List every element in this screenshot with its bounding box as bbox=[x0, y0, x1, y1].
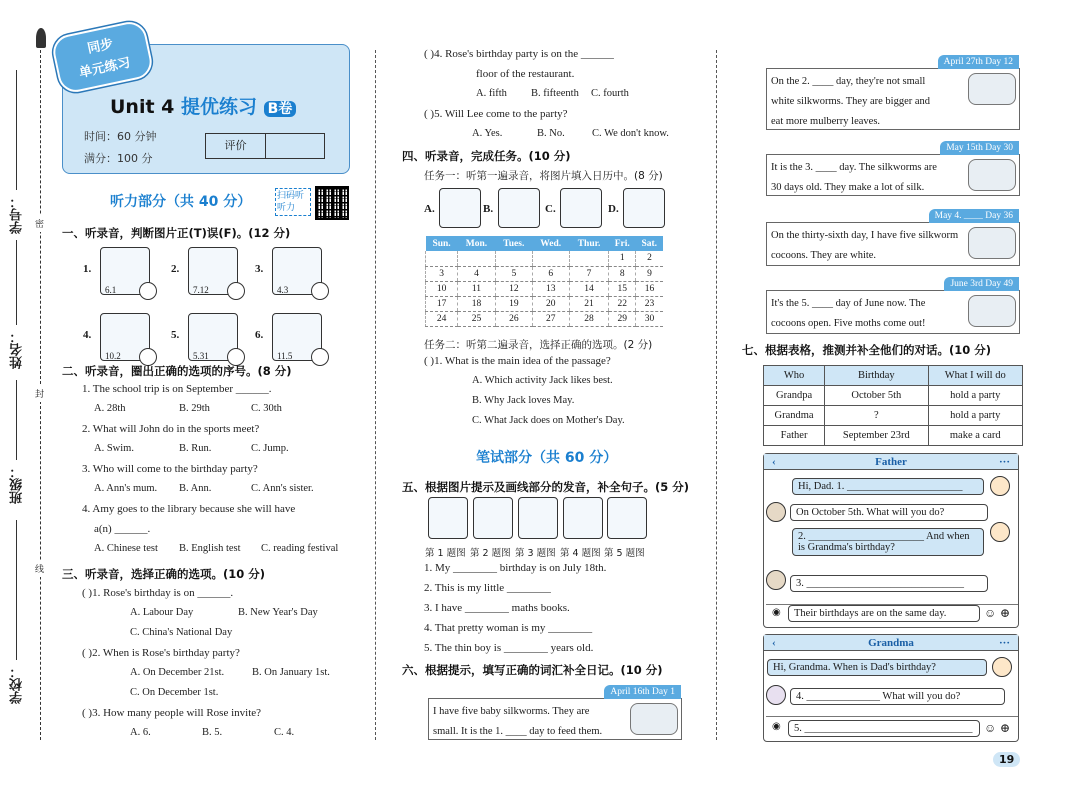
question: 3. I have ________ maths books. bbox=[424, 602, 570, 614]
column-divider-2 bbox=[716, 50, 717, 740]
table-cell: September 23rd bbox=[825, 426, 928, 446]
calendar-cell[interactable]: 24 bbox=[426, 311, 458, 326]
question: ( )5. Will Lee come to the party? bbox=[424, 108, 568, 120]
picture-number: 1. bbox=[83, 263, 92, 275]
calendar-cell[interactable]: 16 bbox=[635, 281, 663, 296]
picture-card bbox=[188, 313, 238, 361]
option[interactable]: A. Yes. bbox=[472, 128, 503, 139]
table-row bbox=[764, 406, 1023, 426]
table-cell: hold a party bbox=[928, 386, 1023, 406]
avatar-grandma-icon bbox=[766, 685, 786, 705]
option[interactable]: A. Which activity Jack likes best. bbox=[472, 375, 613, 386]
picture-letter: C. bbox=[545, 203, 556, 215]
calendar-cell[interactable]: 8 bbox=[609, 266, 636, 281]
section-4-title: 四、听录音，完成任务。(10 分) bbox=[402, 149, 571, 163]
option[interactable]: C. 30th bbox=[251, 403, 282, 414]
calendar-week bbox=[426, 281, 664, 296]
table-cell: What I will do bbox=[928, 366, 1023, 386]
voice-icon[interactable]: ◉ bbox=[772, 721, 781, 732]
page-number: 19 bbox=[993, 752, 1020, 767]
diary-entry bbox=[766, 57, 1020, 130]
options bbox=[82, 443, 367, 463]
calendar-cell[interactable]: 9 bbox=[635, 266, 663, 281]
option[interactable]: C. Ann's sister. bbox=[251, 483, 314, 494]
plus-icon[interactable]: ⊕ bbox=[1000, 721, 1011, 735]
option[interactable]: B. New Year's Day bbox=[238, 607, 318, 618]
calendar-cell[interactable]: 30 bbox=[635, 311, 663, 326]
avatar-dad-icon bbox=[766, 502, 786, 522]
score-info: 满分：100 分 bbox=[84, 152, 153, 165]
options bbox=[82, 667, 367, 687]
class-line[interactable] bbox=[16, 380, 17, 460]
picture-date: 5.31 bbox=[193, 351, 209, 361]
calendar-cell[interactable]: 3 bbox=[426, 266, 458, 281]
answer-circle[interactable] bbox=[311, 282, 329, 300]
question: 5. The thin boy is ________ years old. bbox=[424, 642, 594, 654]
plus-icon[interactable]: ⊕ bbox=[1000, 606, 1011, 620]
avatar-child-icon bbox=[992, 657, 1012, 677]
sound-picture bbox=[473, 497, 513, 539]
section-1-title: 一、听录音，判断图片正(T)误(F)。(12 分) bbox=[62, 226, 291, 240]
emoji-icon[interactable]: ☺ bbox=[984, 721, 997, 735]
option[interactable]: B. 29th bbox=[179, 403, 210, 414]
section-2-title: 二、听录音，圈出正确的选项的序号。(8 分) bbox=[62, 364, 292, 378]
chat-header bbox=[764, 454, 1018, 470]
option[interactable]: C. China's National Day bbox=[130, 627, 233, 638]
option[interactable]: A. fifth bbox=[476, 88, 507, 99]
options bbox=[82, 403, 367, 423]
binding-strip bbox=[0, 0, 60, 791]
question: ( )2. When is Rose's birthday party? bbox=[82, 647, 240, 659]
activity-picture bbox=[498, 188, 540, 228]
calendar-cell[interactable] bbox=[458, 251, 496, 266]
chat-bubble[interactable]: Hi, Dad. 1. ______________________ bbox=[792, 478, 984, 495]
chat-input-bar bbox=[766, 716, 1018, 717]
middle-top-questions bbox=[424, 48, 704, 148]
picture-number: 3. bbox=[255, 263, 264, 275]
picture-caption: 第 5 题图 bbox=[604, 548, 645, 559]
cut-mark-1: 密 bbox=[35, 215, 44, 232]
silkworm-icon bbox=[630, 703, 678, 735]
voice-icon[interactable]: ◉ bbox=[772, 607, 781, 618]
task-2-question bbox=[424, 355, 704, 435]
calendar-cell[interactable]: 13 bbox=[532, 281, 569, 296]
table-row bbox=[764, 426, 1023, 446]
table-cell: October 5th bbox=[825, 386, 928, 406]
chat-header bbox=[764, 635, 1018, 651]
table-row bbox=[764, 386, 1023, 406]
option[interactable]: A. Labour Day bbox=[130, 607, 194, 618]
calendar-cell[interactable]: 17 bbox=[426, 296, 458, 311]
picture-number: 2. bbox=[171, 263, 180, 275]
picture-number: 6. bbox=[255, 329, 264, 341]
name-line[interactable] bbox=[16, 240, 17, 325]
question: 1. The school trip is on September ______. bbox=[82, 383, 272, 395]
calendar-cell[interactable] bbox=[569, 251, 609, 266]
picture-caption: 第 1 题图 bbox=[425, 548, 466, 559]
silkworm-icon bbox=[968, 295, 1016, 327]
answer-circle[interactable] bbox=[139, 282, 157, 300]
option[interactable]: B. 5. bbox=[202, 727, 223, 738]
question: 4. That pretty woman is my ________ bbox=[424, 622, 593, 634]
calendar-cell[interactable]: 26 bbox=[495, 311, 532, 326]
calendar-cell[interactable]: 23 bbox=[635, 296, 663, 311]
more-icon[interactable]: ··· bbox=[998, 456, 1010, 468]
question: ( )3. How many people will Rose invite? bbox=[82, 707, 262, 719]
calendar-cell[interactable]: 21 bbox=[569, 296, 609, 311]
option[interactable]: C. reading festival bbox=[261, 543, 339, 554]
picture-date: 6.1 bbox=[105, 285, 117, 295]
cut-mark-2: 封 bbox=[35, 385, 44, 402]
diary-date-tab: April 27th Day 12 bbox=[938, 55, 1019, 69]
diary-date-tab: May 15th Day 30 bbox=[940, 141, 1019, 155]
calendar-day-header: Sun. bbox=[426, 236, 458, 251]
back-icon[interactable]: ‹ bbox=[772, 456, 776, 468]
picture-caption: 第 4 题图 bbox=[560, 548, 601, 559]
chat-title: Father bbox=[875, 456, 907, 468]
calendar-day-header: Sat. bbox=[635, 236, 663, 251]
diary-text: On the thirty-sixth day, I have five silkworm cocoons. They are white. bbox=[771, 230, 959, 261]
chat-bubble[interactable]: Hi, Grandma. When is Dad's birthday? bbox=[767, 659, 987, 676]
calendar-week bbox=[426, 311, 664, 326]
picture-card bbox=[272, 247, 322, 295]
student-no-line[interactable] bbox=[16, 70, 17, 190]
rocket-icon bbox=[36, 28, 46, 48]
calendar-cell[interactable]: 25 bbox=[458, 311, 496, 326]
avatar-child-icon bbox=[990, 522, 1010, 542]
chat-bubble[interactable]: On October 5th. What will you do? bbox=[790, 504, 988, 521]
calendar-cell[interactable]: 5 bbox=[495, 266, 532, 281]
question: 3. Who will come to the birthday party? bbox=[82, 463, 258, 475]
table-cell: Father bbox=[764, 426, 825, 446]
answer-circle[interactable] bbox=[227, 282, 245, 300]
diary-text: It's the 5. ____ day of June now. The cocoons open. Five moths come out! bbox=[771, 298, 926, 329]
option[interactable]: B. fifteenth bbox=[531, 88, 579, 99]
calendar-cell[interactable]: 4 bbox=[458, 266, 496, 281]
page-title: Unit 4 提优练习 B卷 bbox=[110, 92, 296, 119]
picture-letter: D. bbox=[608, 203, 619, 215]
calendar bbox=[425, 236, 663, 327]
question: 2. This is my little ________ bbox=[424, 582, 551, 594]
picture-number: 5. bbox=[171, 329, 180, 341]
option[interactable]: B. Ann. bbox=[179, 483, 212, 494]
option[interactable]: C. What Jack does on Mother's Day. bbox=[472, 415, 625, 426]
option[interactable]: B. On January 1st. bbox=[252, 667, 330, 678]
calendar-cell[interactable]: 22 bbox=[609, 296, 636, 311]
sound-picture bbox=[563, 497, 603, 539]
option[interactable]: C. fourth bbox=[591, 88, 629, 99]
avatar-child-icon bbox=[990, 476, 1010, 496]
chat-bubble[interactable]: 3. ______________________________ bbox=[790, 575, 988, 592]
section-5-title: 五、根据图片提示及画线部分的发音，补全句子。(5 分) bbox=[402, 480, 690, 494]
listening-title: 听力部分（共 40 分） bbox=[110, 194, 252, 210]
picture-date: 11.5 bbox=[277, 351, 293, 361]
option[interactable]: C. 4. bbox=[274, 727, 295, 738]
diary-date-tab: May 4. ____ Day 36 bbox=[929, 209, 1019, 223]
options bbox=[424, 88, 704, 108]
calendar-day-header: Mon. bbox=[458, 236, 496, 251]
student-no-label: 学号： bbox=[10, 195, 25, 234]
question: 2. What will John do in the sports meet? bbox=[82, 423, 260, 435]
chat-title: Grandma bbox=[868, 637, 914, 649]
calendar-cell[interactable]: 1 bbox=[609, 251, 636, 266]
silkworm-icon bbox=[968, 159, 1016, 191]
question: ( )1. What is the main idea of the passage? bbox=[424, 355, 611, 367]
name-label: 姓名： bbox=[10, 330, 25, 369]
time-info: 时间：60 分钟 bbox=[84, 130, 157, 143]
option[interactable]: B. Why Jack loves May. bbox=[472, 395, 575, 406]
scan-label: 扫码听听力 bbox=[275, 188, 311, 216]
picture-number: 4. bbox=[83, 329, 92, 341]
diary-text: I have five baby silkworms. They are small. It is the 1. ____ day to feed them. bbox=[433, 706, 603, 737]
question-cont: floor of the restaurant. bbox=[476, 68, 575, 80]
option[interactable]: A. Ann's mum. bbox=[94, 483, 158, 494]
calendar-cell[interactable]: 10 bbox=[426, 281, 458, 296]
options bbox=[82, 543, 367, 563]
chat-bubble[interactable]: 2. ______________________ And when is Grandma's birthday? bbox=[792, 528, 984, 556]
unit-tag: 同步 单元练习 bbox=[50, 19, 155, 95]
options bbox=[82, 727, 367, 747]
calendar-cell[interactable]: 6 bbox=[532, 266, 569, 281]
calendar-cell[interactable]: 29 bbox=[609, 311, 636, 326]
calendar-day-header: Tues. bbox=[495, 236, 532, 251]
calendar-day-header: Fri. bbox=[609, 236, 636, 251]
options bbox=[82, 607, 367, 627]
sound-picture bbox=[607, 497, 647, 539]
calendar-cell[interactable] bbox=[532, 251, 569, 266]
calendar-cell[interactable]: 2 bbox=[635, 251, 663, 266]
activity-picture bbox=[560, 188, 602, 228]
option[interactable]: B. English test bbox=[179, 543, 241, 554]
option[interactable]: C. Jump. bbox=[251, 443, 289, 454]
sound-picture bbox=[428, 497, 468, 539]
table-row bbox=[764, 366, 1023, 386]
calendar-cell[interactable] bbox=[495, 251, 532, 266]
option[interactable]: C. On December 1st. bbox=[130, 687, 219, 698]
picture-card bbox=[188, 247, 238, 295]
emoji-icon[interactable]: ☺ bbox=[984, 606, 997, 620]
task-2-label: 任务二：听第二遍录音，选择正确的选项。(2 分) bbox=[424, 339, 653, 351]
qr-code-icon[interactable] bbox=[315, 186, 349, 220]
silkworm-icon bbox=[968, 73, 1016, 105]
sound-picture bbox=[518, 497, 558, 539]
calendar-cell[interactable]: 11 bbox=[458, 281, 496, 296]
section-5-questions bbox=[424, 562, 704, 662]
section-3-title: 三、听录音，选择正确的选项。(10 分) bbox=[62, 567, 266, 581]
more-icon[interactable]: ··· bbox=[998, 637, 1010, 649]
table-cell: hold a party bbox=[928, 406, 1023, 426]
picture-date: 7.12 bbox=[193, 285, 209, 295]
option[interactable]: A. 6. bbox=[130, 727, 151, 738]
diary-entry bbox=[766, 143, 1020, 196]
diary-text: On the 2. ____ day, they're not small white silkworms. They are bigger and eat more mulberry leaves. bbox=[771, 76, 931, 127]
question-cont: a(n) ______. bbox=[94, 523, 151, 535]
diary-date-tab: June 3rd Day 49 bbox=[944, 277, 1019, 291]
class-label: 班级： bbox=[10, 465, 25, 504]
cut-mark-3: 线 bbox=[35, 560, 44, 577]
options bbox=[82, 483, 367, 503]
answer-circle[interactable] bbox=[311, 348, 329, 366]
diary-date-tab: April 16th Day 1 bbox=[604, 685, 681, 699]
option[interactable]: B. No. bbox=[537, 128, 565, 139]
picture-card bbox=[100, 247, 150, 295]
activity-picture bbox=[439, 188, 481, 228]
avatar-dad-icon bbox=[766, 570, 786, 590]
eval-box[interactable] bbox=[205, 133, 325, 159]
calendar-cell[interactable]: 7 bbox=[569, 266, 609, 281]
school-line[interactable] bbox=[16, 520, 17, 660]
question: ( )4. Rose's birthday party is on the ______ bbox=[424, 48, 614, 60]
calendar-cell[interactable]: 12 bbox=[495, 281, 532, 296]
picture-card bbox=[272, 313, 322, 361]
table-cell: Grandma bbox=[764, 406, 825, 426]
picture-date: 10.2 bbox=[105, 351, 121, 361]
section-7-title: 七、根据表格，推测并补全他们的对话。(10 分) bbox=[742, 343, 992, 357]
written-title: 笔试部分（共 60 分） bbox=[476, 450, 618, 466]
calendar-week bbox=[426, 251, 664, 266]
calendar-cell[interactable]: 28 bbox=[569, 311, 609, 326]
question: 1. My ________ birthday is on July 18th. bbox=[424, 562, 607, 574]
picture-letter: A. bbox=[424, 203, 435, 215]
diary-day-1 bbox=[428, 687, 682, 740]
table-cell: make a card bbox=[928, 426, 1023, 446]
school-label: 学校： bbox=[10, 665, 25, 704]
column-divider-1 bbox=[375, 50, 376, 740]
diary-text: It is the 3. ____ day. The silkworms are 30 days old. They make a lot of silk. bbox=[771, 162, 937, 193]
section-3-questions bbox=[82, 587, 367, 747]
section-6-title: 六、根据提示，填写正确的词汇补全日记。(10 分) bbox=[402, 663, 663, 677]
option[interactable]: C. We don't know. bbox=[592, 128, 669, 139]
chat-input[interactable]: 5. ________________________________ bbox=[788, 720, 980, 737]
calendar-cell[interactable]: 20 bbox=[532, 296, 569, 311]
calendar-day-header: Thur. bbox=[569, 236, 609, 251]
option[interactable]: B. Run. bbox=[179, 443, 212, 454]
table-cell: Who bbox=[764, 366, 825, 386]
birthday-table bbox=[763, 365, 1023, 446]
question: 4. Amy goes to the library because she will have bbox=[82, 503, 296, 515]
chat-bubble[interactable]: 4. ______________ What will you do? bbox=[790, 688, 1005, 705]
option[interactable]: A. On December 21st. bbox=[130, 667, 225, 678]
eval-label: 评价 bbox=[206, 134, 266, 158]
question: ( )1. Rose's birthday is on ______. bbox=[82, 587, 234, 599]
diary-entry bbox=[766, 211, 1020, 266]
activity-picture bbox=[623, 188, 665, 228]
option[interactable]: A. Chinese test bbox=[94, 543, 158, 554]
option[interactable]: A. Swim. bbox=[94, 443, 134, 454]
calendar-cell[interactable]: 14 bbox=[569, 281, 609, 296]
picture-letter: B. bbox=[483, 203, 494, 215]
section-2-questions bbox=[82, 383, 367, 563]
calendar-week bbox=[426, 296, 664, 311]
picture-caption: 第 2 题图 bbox=[470, 548, 511, 559]
calendar-cell[interactable] bbox=[426, 251, 458, 266]
table-cell: Birthday bbox=[825, 366, 928, 386]
option[interactable]: A. 28th bbox=[94, 403, 126, 414]
silkworm-icon bbox=[968, 227, 1016, 259]
table-cell: ? bbox=[825, 406, 928, 426]
table-cell: Grandpa bbox=[764, 386, 825, 406]
calendar-week bbox=[426, 266, 664, 281]
chat-input[interactable]: Their birthdays are on the same day. bbox=[788, 605, 980, 622]
diary-entry bbox=[766, 279, 1020, 334]
back-icon[interactable]: ‹ bbox=[772, 637, 776, 649]
calendar-day-header: Wed. bbox=[532, 236, 569, 251]
task-1-label: 任务一：听第一遍录音，将图片填入日历中。(8 分) bbox=[424, 170, 663, 182]
calendar-cell[interactable]: 27 bbox=[532, 311, 569, 326]
picture-card bbox=[100, 313, 150, 361]
calendar-cell[interactable]: 18 bbox=[458, 296, 496, 311]
picture-date: 4.3 bbox=[277, 285, 289, 295]
options bbox=[424, 128, 704, 148]
picture-caption: 第 3 题图 bbox=[515, 548, 556, 559]
calendar-cell[interactable]: 19 bbox=[495, 296, 532, 311]
calendar-cell[interactable]: 15 bbox=[609, 281, 636, 296]
